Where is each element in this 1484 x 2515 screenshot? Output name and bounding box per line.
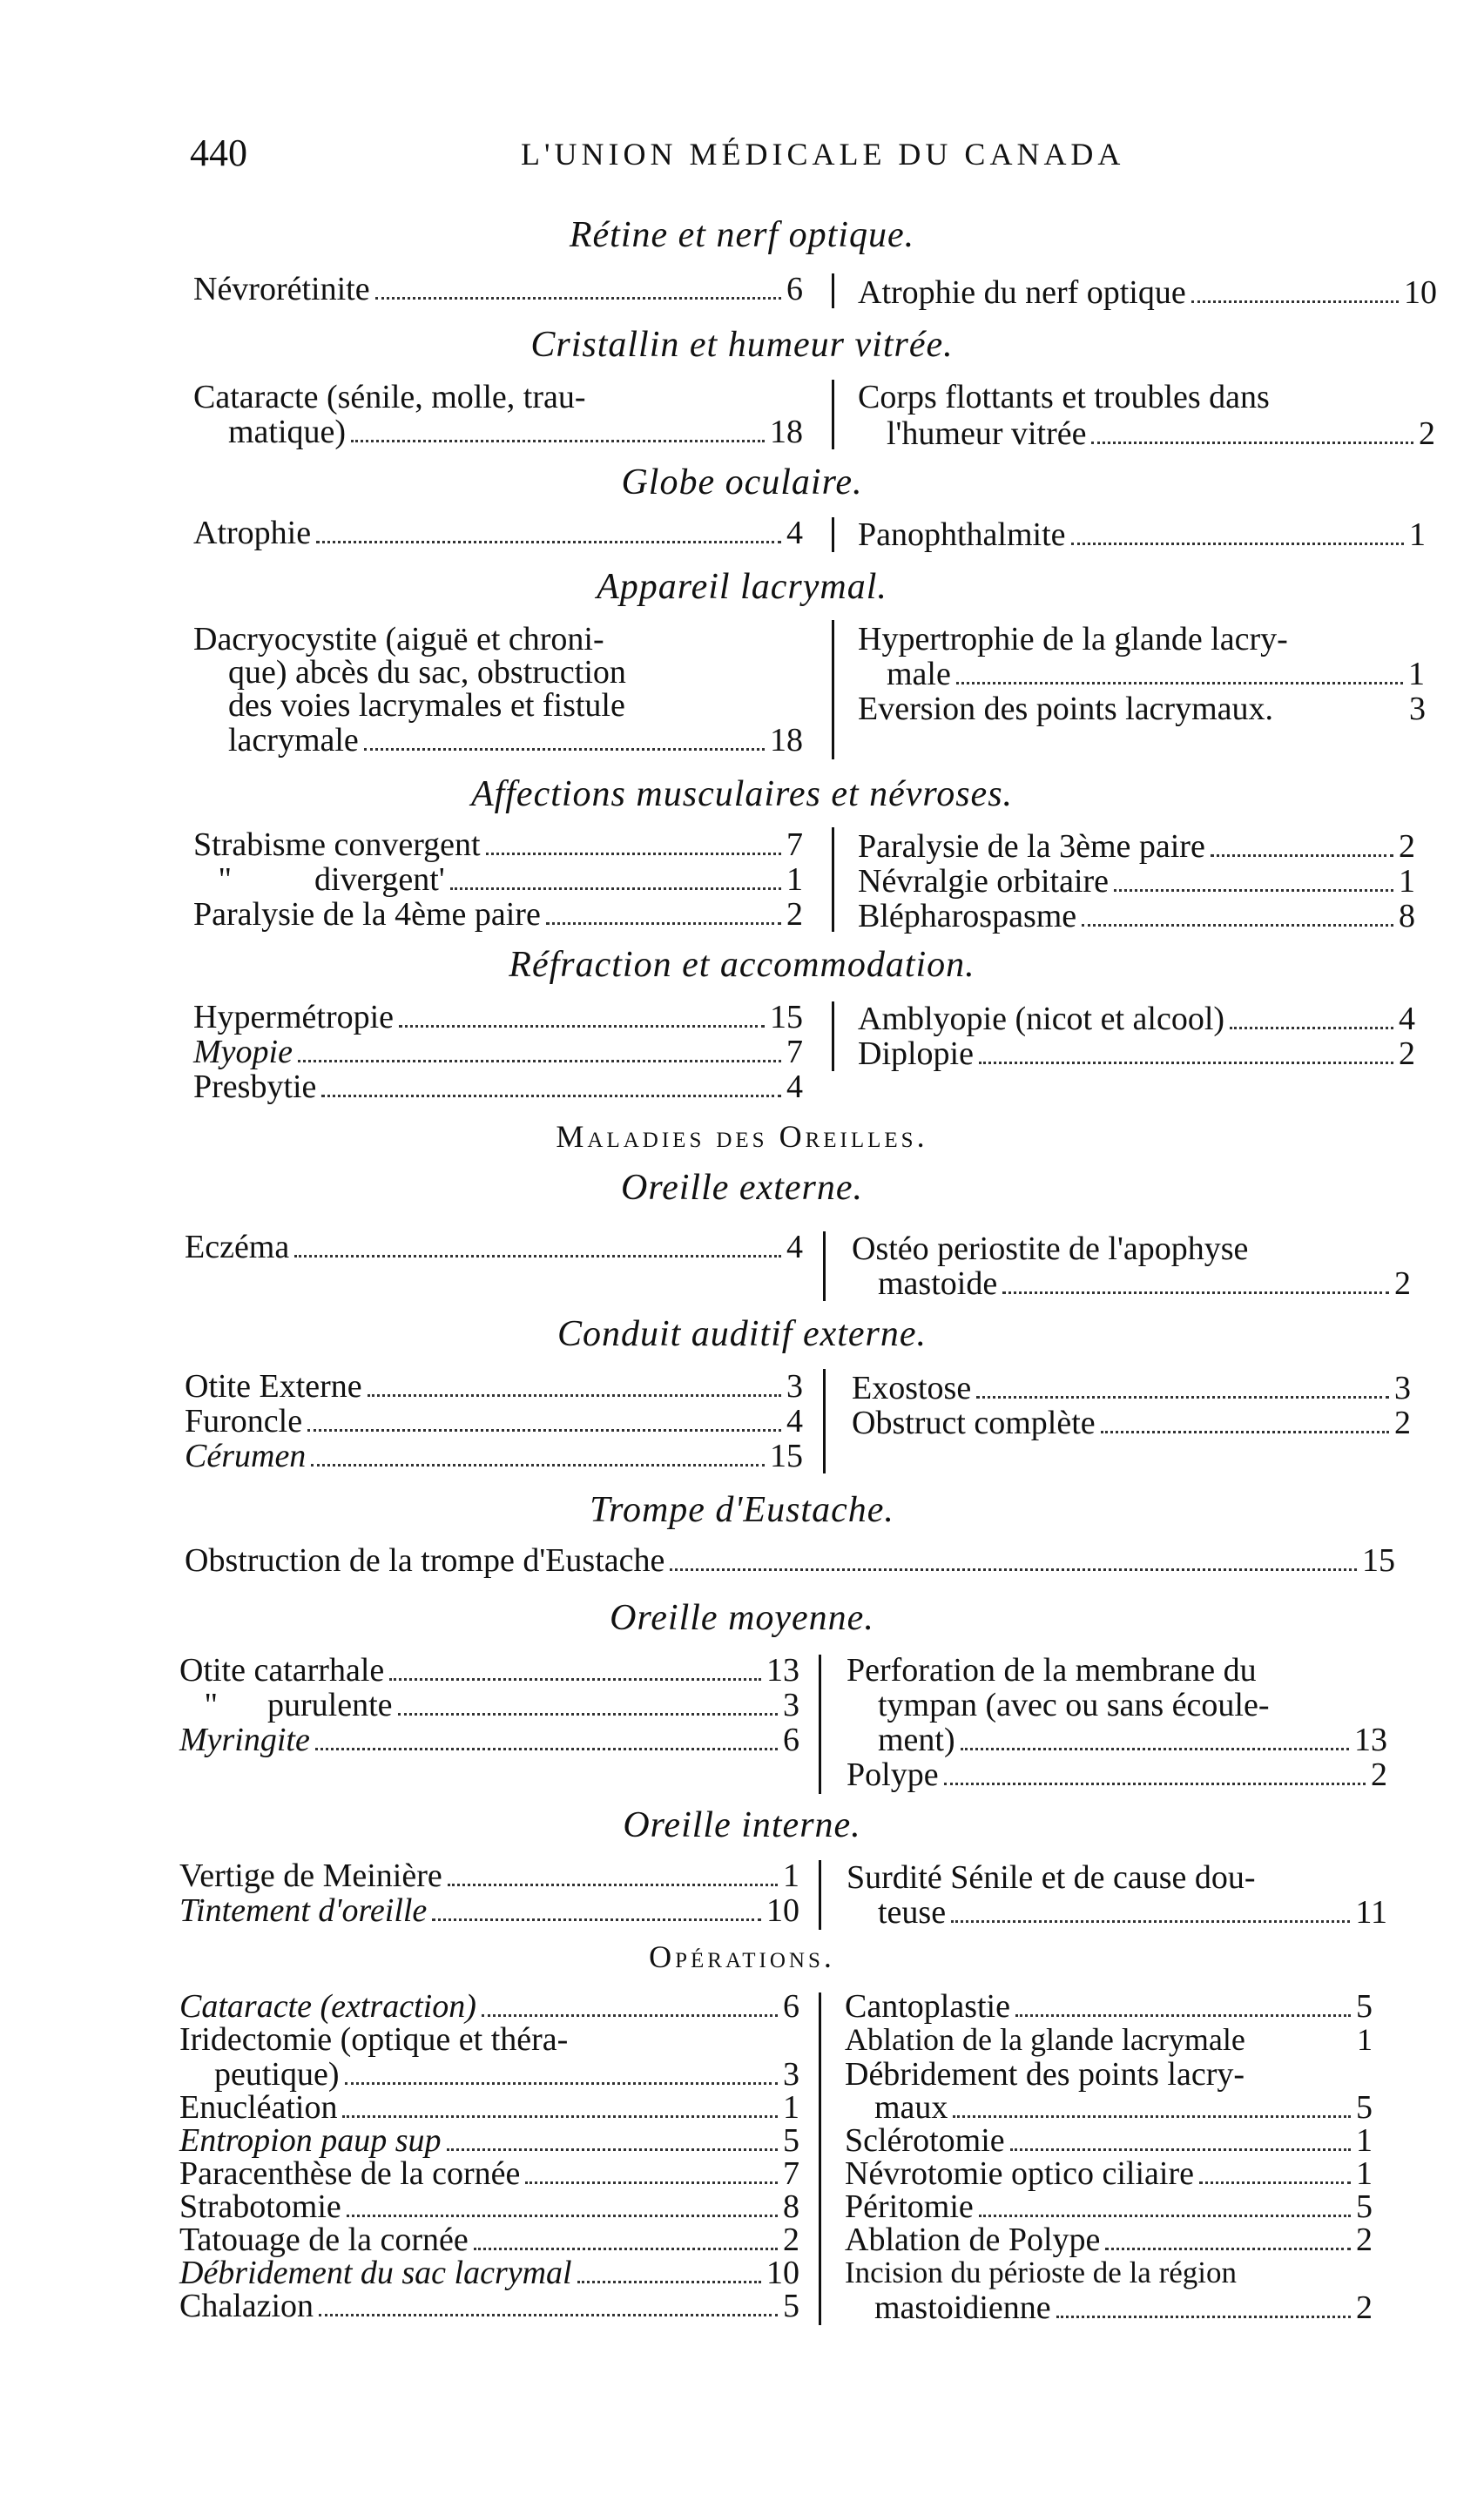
entry-label: Ablation de la glande lacrymale — [845, 2022, 1245, 2057]
entry-count: 15 — [770, 999, 803, 1035]
dot-leader — [944, 1783, 1366, 1785]
table-row — [858, 275, 1437, 311]
major-heading-operations: Opérations. — [649, 1939, 835, 1974]
entry-label: Obstruct complète — [852, 1405, 1096, 1441]
dot-leader — [1211, 854, 1393, 857]
dot-leader — [1230, 1027, 1393, 1029]
entry-label: Paracenthèse de la cornée — [179, 2155, 521, 2192]
table-row — [878, 1266, 1411, 1302]
entry-label: Obstruction de la trompe d'Eustache — [185, 1542, 665, 1579]
entry-label: Myringite — [179, 1722, 310, 1758]
entry-line: Corps flottants et troubles dans — [858, 379, 1270, 415]
table-row — [179, 2289, 799, 2324]
table-row — [228, 415, 803, 450]
dot-leader — [294, 1255, 781, 1258]
table-row — [878, 1723, 1387, 1758]
table-row — [858, 899, 1415, 934]
entry-line: Dacryocystite (aiguë et chroni- — [193, 621, 604, 657]
entry-count: 6 — [783, 1988, 799, 2025]
entry-label: matique) — [228, 414, 347, 450]
section-title-conduit: Conduit auditif externe. — [556, 1314, 928, 1354]
entry-label: Strabotomie — [179, 2188, 341, 2225]
dot-leader — [321, 1095, 781, 1097]
entry-count: 3 — [786, 1368, 803, 1405]
dot-leader — [1002, 1291, 1389, 1294]
entry-count: 2 — [1371, 1756, 1387, 1793]
entry-label: Entropion paup sup — [179, 2122, 442, 2159]
table-row — [179, 1893, 799, 1929]
entry-label: Débridement du sac lacrymal — [179, 2255, 572, 2291]
dot-leader — [953, 2115, 1351, 2118]
dot-leader — [389, 1678, 761, 1681]
dot-leader — [486, 853, 781, 855]
entry-label: Blépharospasme — [858, 898, 1077, 934]
entry-count: 3 — [1394, 1370, 1411, 1406]
table-row — [179, 1688, 799, 1723]
entry-count: 10 — [766, 1892, 799, 1929]
table-row — [185, 1543, 1395, 1579]
table-row — [878, 1895, 1387, 1931]
entry-label: Névrorétinite — [193, 271, 370, 307]
column-divider — [832, 1001, 834, 1071]
table-row — [193, 516, 803, 551]
dot-leader — [1191, 300, 1399, 303]
dot-leader — [307, 1429, 781, 1432]
entry-count: 18 — [770, 722, 803, 759]
entry-label: Chalazion — [179, 2288, 314, 2324]
entry-count: 1 — [783, 1858, 799, 1894]
table-row — [858, 1036, 1415, 1072]
entry-count: 5 — [1356, 1988, 1373, 2025]
table-row — [852, 1406, 1411, 1441]
dot-leader — [482, 2014, 778, 2017]
entry-count: 10 — [1404, 274, 1437, 311]
entry-count: 10 — [766, 2255, 799, 2291]
table-row — [858, 517, 1426, 553]
entry-count: 7 — [783, 2155, 799, 2192]
dot-leader — [1071, 543, 1404, 545]
entry-label: Tintement d'oreille — [179, 1892, 428, 1929]
dot-leader — [432, 1918, 761, 1921]
entry-label: Strabisme convergent — [193, 826, 481, 863]
table-row — [845, 1989, 1373, 2025]
section-title-musculaires: Affections musculaires et névroses. — [470, 774, 1014, 814]
column-divider — [832, 620, 834, 759]
table-row — [193, 827, 803, 863]
dot-leader — [1101, 1431, 1389, 1433]
entry-label: lacrymale — [228, 722, 359, 759]
entry-label: Atrophie — [193, 515, 312, 551]
entry-label: Exostose — [852, 1370, 972, 1406]
entry-label: Vertige de Meinière — [179, 1858, 442, 1894]
entry-count: 5 — [1356, 2089, 1373, 2126]
entry-count: 1 — [1399, 863, 1415, 900]
entry-label: Cantoplastie — [845, 1988, 1010, 2025]
table-row — [185, 1404, 803, 1440]
dot-leader — [298, 1060, 781, 1062]
column-divider — [819, 1992, 821, 2325]
table-row — [845, 2123, 1373, 2159]
column-divider — [823, 1231, 826, 1301]
entry-count: 1 — [1409, 516, 1426, 553]
table-row — [858, 864, 1415, 900]
entry-line: Débridement des points lacry- — [845, 2056, 1245, 2093]
dot-leader — [546, 922, 781, 925]
entry-count: 5 — [783, 2288, 799, 2324]
entry-label: Myopie — [193, 1034, 293, 1070]
dot-leader — [447, 2148, 779, 2151]
entry-count: 2 — [783, 2222, 799, 2258]
section-title-globe: Globe oculaire. — [621, 462, 863, 502]
dot-leader — [1010, 2148, 1351, 2151]
entry-count: 4 — [786, 1069, 803, 1105]
entry-label: Péritomie — [845, 2188, 974, 2225]
entry-count: 1 — [1357, 2022, 1373, 2057]
entry-label: Diplopie — [858, 1035, 974, 1072]
entry-label: Hypermétropie — [193, 999, 395, 1035]
table-row — [179, 2090, 799, 2126]
entry-count: 3 — [1409, 691, 1426, 727]
table-row — [193, 272, 803, 307]
entry-count: 2 — [1394, 1405, 1411, 1441]
entry-line: des voies lacrymales et fistule — [228, 687, 625, 724]
entry-label: Cataracte (extraction) — [179, 1988, 476, 2025]
entry-label: maux — [874, 2089, 948, 2126]
dot-leader — [347, 2215, 778, 2217]
major-heading: Maladies des Oreilles. — [556, 1119, 928, 1154]
table-row — [845, 2156, 1373, 2192]
table-row — [185, 1369, 803, 1405]
entry-label: mastoidienne — [874, 2289, 1051, 2326]
table-row — [887, 657, 1425, 692]
entry-label: Atrophie du nerf optique — [858, 274, 1186, 311]
table-row — [228, 723, 803, 759]
entry-line: que) abcès du sac, obstruction — [228, 654, 626, 691]
section-title-retine: Rétine et nerf optique. — [569, 215, 915, 255]
entry-count: 15 — [1362, 1542, 1395, 1579]
entry-label: Paralysie de la 3ème paire — [858, 828, 1205, 865]
table-row — [185, 1230, 803, 1265]
dot-leader — [345, 2082, 778, 2085]
section-title-oreille-externe: Oreille externe. — [621, 1168, 863, 1208]
table-row — [214, 2057, 799, 2093]
entry-count: 8 — [783, 2188, 799, 2225]
entry-label: Otite catarrhale — [179, 1652, 385, 1689]
table-row — [847, 1757, 1387, 1793]
entry-count: 4 — [786, 1403, 803, 1440]
entry-label: teuse — [878, 1894, 947, 1931]
entry-label: Polype — [847, 1756, 939, 1793]
entry-count: 4 — [1399, 1001, 1415, 1037]
entry-label: Eversion des points lacrymaux. — [858, 691, 1274, 727]
table-row — [858, 829, 1415, 865]
column-divider — [832, 273, 834, 308]
entry-count: 1 — [1356, 2122, 1373, 2159]
page-number: 440 — [190, 131, 247, 174]
entry-count: 13 — [766, 1652, 799, 1689]
dot-leader — [364, 748, 765, 751]
entry-count: 2 — [1394, 1265, 1411, 1302]
running-header — [190, 131, 1435, 183]
table-row — [179, 2156, 799, 2192]
dot-leader — [315, 1748, 778, 1750]
dot-leader — [319, 2314, 778, 2316]
entry-label: male — [887, 656, 951, 692]
dot-leader — [979, 1062, 1393, 1064]
entry-line: Hypertrophie de la glande lacry- — [858, 621, 1288, 657]
dot-leader — [1114, 889, 1393, 892]
table-row — [845, 2222, 1373, 2258]
table-row — [179, 1653, 799, 1689]
table-row — [845, 2022, 1373, 2058]
dot-leader — [1199, 2181, 1351, 2184]
entry-line: Ostéo periostite de l'apophyse — [852, 1231, 1249, 1267]
entry-label: Otite Externe — [185, 1368, 362, 1405]
entry-line: Cataracte (sénile, molle, trau- — [193, 379, 586, 415]
table-row — [179, 1989, 799, 2025]
entry-label: Tatouage de la cornée — [179, 2222, 469, 2258]
entry-count: 18 — [770, 414, 803, 450]
entry-count: 8 — [1399, 898, 1415, 934]
entry-count: 15 — [770, 1438, 803, 1474]
dot-leader — [1105, 2248, 1351, 2250]
section-title-refraction: Réfraction et accommodation. — [509, 945, 975, 985]
dot-leader — [670, 1568, 1357, 1571]
dot-leader — [398, 1713, 778, 1716]
dot-leader — [399, 1025, 765, 1028]
dot-leader — [525, 2181, 778, 2184]
entry-count: 6 — [786, 271, 803, 307]
dot-leader — [1015, 2014, 1351, 2017]
entry-label: Amblyopie (nicot et alcool) — [858, 1001, 1225, 1037]
entry-line: Perforation de la membrane du — [847, 1652, 1257, 1689]
entry-label: Cérumen — [185, 1438, 307, 1474]
dot-leader — [1082, 924, 1393, 927]
entry-line: tympan (avec ou sans écoule- — [878, 1687, 1270, 1723]
entry-count: 2 — [1356, 2222, 1373, 2258]
dot-leader — [351, 440, 765, 442]
table-row — [852, 1371, 1411, 1406]
entry-label: Furoncle — [185, 1403, 303, 1440]
entry-count: 11 — [1355, 1894, 1387, 1931]
entry-count: 7 — [786, 826, 803, 863]
section-title-interne: Oreille interne. — [623, 1805, 861, 1845]
section-title-cristallin: Cristallin et humeur vitrée. — [530, 325, 954, 365]
dot-leader — [577, 2281, 761, 2283]
dot-leader — [1056, 2316, 1351, 2318]
entry-line: Surdité Sénile et de cause dou- — [847, 1859, 1256, 1896]
entry-count: 3 — [783, 2056, 799, 2093]
entry-label: Enucléation — [179, 2089, 338, 2126]
entry-count: 2 — [1356, 2289, 1373, 2326]
dot-leader — [450, 887, 781, 890]
dot-leader — [311, 1464, 765, 1467]
entry-label: Sclérotomie — [845, 2122, 1005, 2159]
table-row — [193, 1069, 803, 1105]
table-row — [179, 1723, 799, 1758]
entry-count: 3 — [783, 1687, 799, 1723]
entry-label: Paralysie de la 4ème paire — [193, 896, 541, 933]
entry-count: 6 — [783, 1722, 799, 1758]
table-row — [179, 2189, 799, 2225]
table-row — [179, 2255, 799, 2291]
entry-count: 2 — [786, 896, 803, 933]
dot-leader — [1091, 442, 1413, 444]
dot-leader — [342, 2115, 778, 2118]
dot-leader — [951, 1920, 1350, 1923]
table-row — [179, 1858, 799, 1894]
section-title-lacrymal: Appareil lacrymal. — [597, 567, 887, 607]
column-divider — [819, 1655, 821, 1794]
entry-label: Eczéma — [185, 1229, 290, 1265]
entry-label: Presbytie — [193, 1069, 317, 1105]
column-divider — [832, 517, 834, 552]
column-divider — [819, 1860, 821, 1930]
table-row — [193, 1035, 803, 1070]
dot-leader — [956, 682, 1403, 684]
table-row — [179, 2123, 799, 2159]
entry-count: 2 — [1419, 415, 1435, 452]
entry-count: 7 — [786, 1034, 803, 1070]
table-row — [887, 416, 1435, 452]
entry-line: Iridectomie (optique et théra- — [179, 2021, 569, 2058]
table-row — [858, 1001, 1415, 1037]
dot-leader — [316, 541, 781, 543]
entry-count: 13 — [1354, 1722, 1387, 1758]
column-divider — [832, 380, 834, 449]
dot-leader — [368, 1394, 781, 1397]
entry-label: Panophthalmite — [858, 516, 1066, 553]
section-title-moyenne: Oreille moyenne. — [610, 1598, 874, 1638]
table-row — [874, 2090, 1373, 2126]
entry-label: Ablation de Polype — [845, 2222, 1101, 2258]
entry-label: Névralgie orbitaire — [858, 863, 1110, 900]
entry-label: ment) — [878, 1722, 955, 1758]
entry-count: 1 — [783, 2089, 799, 2126]
entry-count: 2 — [1399, 1035, 1415, 1072]
entry-label: Névrotomie optico ciliaire — [845, 2155, 1194, 2192]
table-row — [845, 2189, 1373, 2225]
table-row — [179, 2222, 799, 2258]
dot-leader — [474, 2248, 778, 2250]
table-row — [858, 691, 1426, 727]
entry-label: l'humeur vitrée — [887, 415, 1087, 452]
column-divider — [823, 1369, 826, 1473]
entry-count: 1 — [786, 861, 803, 898]
entry-count: 4 — [786, 515, 803, 551]
entry-count: 1 — [1408, 656, 1425, 692]
entry-label: " divergent' — [193, 861, 445, 898]
dot-leader — [976, 1396, 1389, 1399]
entry-count: 1 — [1356, 2155, 1373, 2192]
entry-label: peutique) — [214, 2056, 340, 2093]
dot-leader — [375, 297, 781, 300]
entry-count: 5 — [1356, 2188, 1373, 2225]
dot-leader — [448, 1884, 778, 1886]
table-row — [185, 1439, 803, 1474]
entry-line: Incision du périoste de la région — [845, 2255, 1238, 2289]
dot-leader — [961, 1748, 1349, 1750]
journal-title: L'UNION MÉDICALE DU CANADA — [521, 137, 1125, 172]
table-row — [193, 897, 803, 933]
table-row — [874, 2290, 1373, 2326]
table-row — [193, 1000, 803, 1035]
dot-leader — [979, 2215, 1351, 2217]
column-divider — [832, 827, 834, 932]
section-title-trompe: Trompe d'Eustache. — [590, 1490, 894, 1530]
entry-count: 5 — [783, 2122, 799, 2159]
entry-label: " purulente — [179, 1687, 393, 1723]
entry-count: 4 — [786, 1229, 803, 1265]
entry-label: mastoide — [878, 1265, 998, 1302]
entry-count: 2 — [1399, 828, 1415, 865]
table-row — [193, 862, 803, 898]
